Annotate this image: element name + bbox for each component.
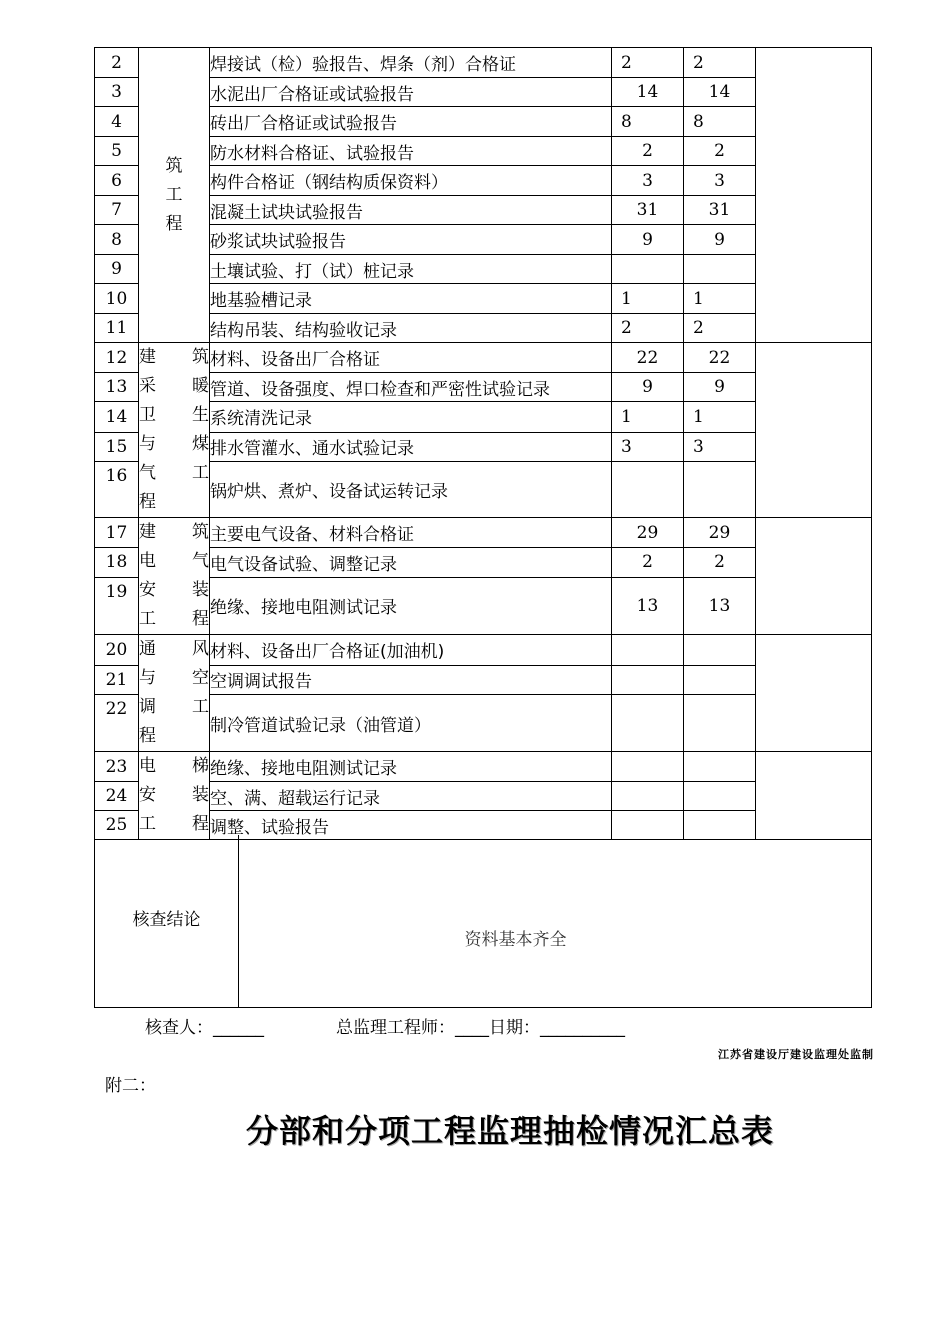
section-char: 装 [192,580,209,600]
conclusion-label: 核查结论 [95,835,239,1008]
section-char: 筑 [192,347,209,367]
count-required: 22 [612,343,684,373]
row-number: 2 [95,48,139,78]
record-item: 空调调试报告 [210,665,612,695]
count-checked [684,635,756,666]
record-item: 锅炉烘、煮炉、设备试运转记录 [210,461,612,517]
count-required [612,255,684,284]
record-item: 地基验槽记录 [210,284,612,314]
section-char: 装 [192,785,209,805]
record-item: 砖出厂合格证或试验报告 [210,107,612,137]
record-item: 主要电气设备、材料合格证 [210,518,612,548]
count-required [612,635,684,666]
section-char: 工 [139,609,156,629]
row-number: 13 [95,373,139,402]
count-checked: 14 [684,78,756,107]
section-label-s1 [139,48,210,343]
remarks-cell [756,752,872,840]
count-required [612,782,684,811]
row-number: 19 [95,577,139,635]
row-number: 16 [95,461,139,517]
count-checked [684,255,756,284]
count-checked [684,782,756,811]
count-required: 1 [612,284,684,314]
section-char: 程 [192,609,209,629]
record-item: 电气设备试验、调整记录 [210,548,612,577]
count-required: 9 [612,225,684,255]
count-checked: 3 [684,432,756,461]
section-char: 程 [165,213,183,234]
table-row [95,518,872,548]
row-number: 3 [95,78,139,107]
table-row [95,461,872,517]
count-required: 13 [612,577,684,635]
section-char: 采 [139,376,156,396]
record-item: 调整、试验报告 [210,811,612,840]
record-item: 结构吊装、结构验收记录 [210,314,612,343]
count-required [612,695,684,752]
conclusion-table [94,835,872,1008]
section-label-s5 [139,752,210,840]
section-char: 气 [192,551,209,571]
count-required: 2 [612,48,684,78]
table-row [95,314,872,343]
record-item: 绝缘、接地电阻测试记录 [210,577,612,635]
record-item: 砂浆试块试验报告 [210,225,612,255]
section-char: 筑 [192,522,209,542]
row-number: 12 [95,343,139,373]
table-row [95,284,872,314]
count-required [612,461,684,517]
record-item: 防水材料合格证、试验报告 [210,137,612,166]
row-number: 18 [95,548,139,577]
count-checked: 8 [684,107,756,137]
section-char: 气 [139,463,156,483]
record-item: 水泥出厂合格证或试验报告 [210,78,612,107]
table-row [95,782,872,811]
appendix-label: 附二： [105,1076,156,1096]
count-checked: 2 [684,137,756,166]
section-char: 程 [139,726,156,746]
section-char: 工 [165,184,183,205]
section-char: 通 [139,639,156,659]
count-required: 1 [612,402,684,432]
record-item: 焊接试（检）验报告、焊条（剂）合格证 [210,48,612,78]
section-char: 与 [139,434,156,454]
conclusion-text: 资料基本齐全 [239,835,872,1008]
section-char: 煤 [192,434,209,454]
row-number: 23 [95,752,139,782]
section-label-s2 [139,343,210,518]
table-row [95,665,872,695]
row-number: 9 [95,255,139,284]
table-row [95,255,872,284]
count-checked [684,695,756,752]
count-checked: 1 [684,402,756,432]
remarks-cell [756,48,872,343]
section-char: 风 [192,639,209,659]
table-row [95,548,872,577]
row-number: 10 [95,284,139,314]
row-number: 7 [95,196,139,225]
section-char: 暖 [192,376,209,396]
section-char: 调 [139,697,156,717]
table-row [95,48,872,78]
issuer-credit: 江苏省建设厅建设监理处监制 [718,1048,874,1061]
count-required: 8 [612,107,684,137]
section-char: 筑 [165,155,183,176]
page-title: 分部和分项工程监理抽检情况汇总表 [245,1112,774,1150]
chief-supervisor-signature: 总监理工程师：____日期：__________ [336,1018,625,1038]
remarks-cell [756,635,872,752]
section-char: 建 [139,522,156,542]
count-checked [684,752,756,782]
row-number: 8 [95,225,139,255]
table-row [95,225,872,255]
table-row [95,695,872,752]
count-required: 3 [612,432,684,461]
table-row [95,343,872,373]
count-checked: 2 [684,48,756,78]
section-char: 建 [139,347,156,367]
record-item: 制冷管道试验记录（油管道） [210,695,612,752]
count-required: 2 [612,548,684,577]
table-row [95,577,872,635]
count-required [612,665,684,695]
count-checked: 22 [684,343,756,373]
section-char: 程 [192,814,209,834]
count-required: 31 [612,196,684,225]
section-char: 电 [139,551,156,571]
section-label-s4 [139,635,210,752]
record-item: 管道、设备强度、焊口检查和严密性试验记录 [210,373,612,402]
count-checked: 29 [684,518,756,548]
table-row [95,402,872,432]
count-required: 3 [612,166,684,196]
row-number: 20 [95,635,139,666]
count-checked [684,665,756,695]
count-required: 2 [612,314,684,343]
section-char: 与 [139,668,156,688]
table-row [95,432,872,461]
table-row [95,107,872,137]
section-char: 安 [139,785,156,805]
row-number: 22 [95,695,139,752]
count-checked: 9 [684,373,756,402]
row-number: 25 [95,811,139,840]
count-checked: 9 [684,225,756,255]
row-number: 17 [95,518,139,548]
record-item: 绝缘、接地电阻测试记录 [210,752,612,782]
checker-signature: 核查人：______ [145,1018,264,1038]
section-label-s3 [139,518,210,635]
count-checked: 3 [684,166,756,196]
section-char: 空 [192,668,209,688]
count-checked [684,461,756,517]
section-char: 安 [139,580,156,600]
record-item: 系统清洗记录 [210,402,612,432]
section-char: 程 [139,492,156,512]
table-row [95,78,872,107]
row-number: 14 [95,402,139,432]
record-item: 空、满、超载运行记录 [210,782,612,811]
count-required: 29 [612,518,684,548]
row-number: 15 [95,432,139,461]
table-row [95,137,872,166]
record-item: 材料、设备出厂合格证 [210,343,612,373]
record-item: 排水管灌水、通水试验记录 [210,432,612,461]
record-item: 混凝土试块试验报告 [210,196,612,225]
table-row [95,373,872,402]
table-row [95,635,872,666]
table-row [95,752,872,782]
table-row [95,196,872,225]
count-required: 2 [612,137,684,166]
row-number: 24 [95,782,139,811]
section-char: 卫 [139,405,156,425]
section-char: 梯 [192,756,209,776]
row-number: 6 [95,166,139,196]
records-table [94,47,872,840]
count-checked: 2 [684,548,756,577]
count-checked: 31 [684,196,756,225]
count-checked: 1 [684,284,756,314]
section-char: 生 [192,405,209,425]
table-row [95,166,872,196]
row-number: 4 [95,107,139,137]
section-char: 电 [139,756,156,776]
row-number: 21 [95,665,139,695]
section-char: 工 [139,814,156,834]
remarks-cell [756,518,872,635]
record-item: 土壤试验、打（试）桩记录 [210,255,612,284]
section-char: 工 [192,463,209,483]
count-checked: 13 [684,577,756,635]
record-item: 材料、设备出厂合格证(加油机) [210,635,612,666]
row-number: 11 [95,314,139,343]
count-checked: 2 [684,314,756,343]
section-char: 工 [192,697,209,717]
record-item: 构件合格证（钢结构质保资料） [210,166,612,196]
count-required: 9 [612,373,684,402]
remarks-cell [756,343,872,518]
count-required: 14 [612,78,684,107]
count-required [612,752,684,782]
row-number: 5 [95,137,139,166]
